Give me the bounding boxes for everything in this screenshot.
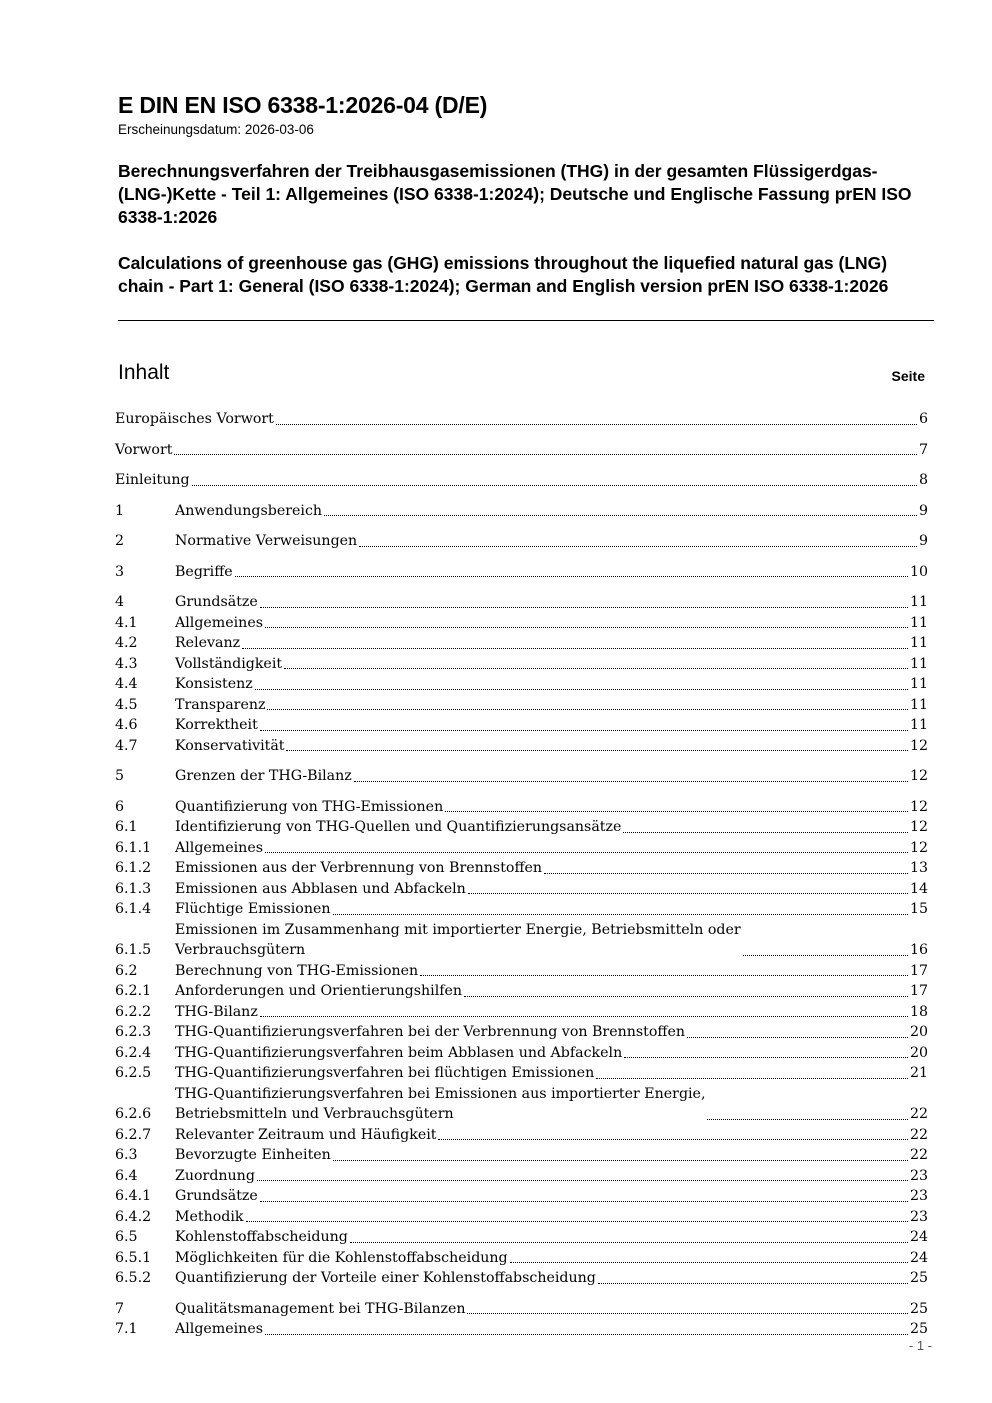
toc-entry-title: Kohlenstoffabscheidung — [175, 1229, 348, 1245]
toc-dot-leader — [510, 1262, 908, 1263]
toc-entry-page: 20 — [909, 1024, 928, 1040]
table-of-contents — [115, 409, 928, 1340]
toc-entry[interactable] — [115, 715, 928, 736]
toc-entry[interactable] — [115, 470, 928, 491]
toc-entry-page: 11 — [909, 696, 928, 713]
toc-entry-number: 7.1 — [115, 1321, 138, 1337]
toc-dot-leader — [624, 1057, 908, 1058]
toc-entry-page: 20 — [909, 1044, 928, 1061]
publication-date: Erscheinungsdatum: 2026-03-06 — [118, 122, 314, 137]
toc-entry[interactable] — [115, 592, 928, 613]
toc-entry-page: 22 — [909, 1106, 928, 1122]
toc-entry-number: 6.1.4 — [115, 901, 152, 917]
toc-entry-title: Quantifizierung von THG-Emissionen — [175, 798, 444, 815]
toc-dot-leader — [350, 1242, 908, 1243]
toc-entry-page: 9 — [918, 502, 928, 519]
toc-dot-leader — [260, 1201, 908, 1202]
toc-entry-title: Allgemeines — [175, 1321, 263, 1337]
toc-dot-leader — [324, 515, 917, 516]
toc-entry-number: 4.1 — [115, 614, 138, 631]
toc-entry-title: Relevanter Zeitraum und Häufigkeit — [175, 1126, 437, 1143]
title-german: Berechnungsverfahren der Treibhausgasemissionen (THG) in der gesamten Flüssigerdgas-(LNG-)Kette - Teil 1: Allgemeines (ISO 6338-1:2024); Deutsche und Englische Fassung prEN ISO 6338-1:2026 — [118, 161, 912, 227]
toc-entry[interactable] — [115, 1043, 928, 1064]
toc-entry[interactable] — [115, 1319, 928, 1340]
toc-entry[interactable] — [115, 1248, 928, 1269]
toc-entry-title: Methodik — [175, 1208, 244, 1225]
toc-entry-title: Einleitung — [115, 472, 190, 488]
toc-dot-leader — [464, 996, 908, 997]
toc-entry-page: 22 — [909, 1126, 928, 1143]
toc-entry[interactable] — [115, 766, 928, 787]
toc-entry-page: 11 — [909, 614, 928, 631]
toc-entry-title: Identifizierung von THG-Quellen und Quantifizierungsansätze — [175, 819, 622, 835]
toc-entry-title: Transparenz — [175, 696, 266, 713]
toc-heading: Inhalt — [118, 361, 170, 384]
toc-dot-leader — [623, 832, 908, 833]
toc-dot-leader — [265, 852, 908, 853]
toc-dot-leader — [242, 648, 908, 649]
toc-dot-leader — [438, 1139, 907, 1140]
toc-dot-leader — [707, 1119, 907, 1120]
toc-entry[interactable] — [115, 654, 928, 675]
toc-entry-number: 6.2.7 — [115, 1126, 152, 1143]
toc-entry-title: Vorwort — [115, 441, 173, 458]
toc-dot-leader — [174, 454, 917, 455]
toc-entry-number: 4.2 — [115, 635, 138, 651]
page-number: - 1 - — [908, 1338, 932, 1353]
toc-entry-number: 6.3 — [115, 1147, 138, 1163]
toc-entry[interactable] — [115, 920, 928, 961]
toc-entry-title: Bevorzugte Einheiten — [175, 1147, 331, 1163]
toc-entry-number: 4.7 — [115, 737, 138, 754]
toc-entry-number: 6 — [115, 798, 125, 815]
toc-dot-leader — [743, 955, 908, 956]
toc-entry-page: 6 — [918, 411, 928, 427]
toc-entry-number: 7 — [115, 1300, 125, 1317]
title-english: Calculations of greenhouse gas (GHG) emissions throughout the liquefied natural gas (LNG) chain - Part 1: General (ISO 6338-1:2024); German and English version prEN ISO 6338-1:2026 — [118, 253, 889, 296]
document-id: E DIN EN ISO 6338-1:2026-04 (D/E) — [118, 92, 488, 118]
toc-entry-number: 4.5 — [115, 696, 138, 713]
toc-entry-page: 23 — [909, 1208, 928, 1225]
toc-entry[interactable] — [115, 1186, 928, 1207]
toc-entry-title: Zuordnung — [175, 1167, 255, 1184]
toc-entry-page: 23 — [909, 1167, 928, 1184]
toc-entry[interactable] — [115, 695, 928, 716]
toc-entry-title: Konsistenz — [175, 676, 253, 692]
toc-entry-title: Emissionen aus der Verbrennung von Brennstoffen — [175, 860, 543, 876]
toc-entry[interactable] — [115, 633, 928, 654]
toc-entry-number: 6.1 — [115, 819, 138, 835]
toc-entry-page: 16 — [909, 942, 928, 958]
toc-entry-number: 6.2.2 — [115, 1003, 152, 1020]
toc-entry-number: 6.1.1 — [115, 839, 152, 856]
toc-entry-number: 4.3 — [115, 655, 138, 672]
toc-entry[interactable] — [115, 1299, 928, 1320]
toc-entry-page: 24 — [909, 1249, 928, 1266]
toc-entry-page: 25 — [909, 1300, 928, 1317]
toc-entry[interactable] — [115, 1145, 928, 1166]
toc-entry-title: THG-Quantifizierungsverfahren beim Abblasen und Abfackeln — [175, 1044, 623, 1061]
toc-dot-leader — [333, 914, 908, 915]
toc-entry-page: 25 — [909, 1321, 928, 1337]
toc-entry[interactable] — [115, 501, 928, 522]
toc-entry-number: 6.2 — [115, 962, 138, 979]
toc-dot-leader — [257, 1180, 908, 1181]
toc-entry[interactable] — [115, 674, 928, 695]
toc-entry-page: 25 — [909, 1270, 928, 1286]
toc-entry[interactable] — [115, 440, 928, 461]
toc-entry-number: 6.2.6 — [115, 1106, 152, 1122]
toc-entry-number: 6.1.2 — [115, 860, 152, 876]
page-column-label: Seite — [891, 368, 925, 384]
toc-entry-page: 18 — [909, 1003, 928, 1020]
toc-entry-page: 12 — [909, 768, 928, 784]
toc-entry[interactable] — [115, 838, 928, 859]
toc-entry-number: 5 — [115, 768, 125, 784]
toc-entry[interactable] — [115, 879, 928, 900]
toc-entry-title: Grundsätze — [175, 1188, 258, 1204]
toc-entry-page: 21 — [909, 1065, 928, 1081]
toc-entry-number: 6.4.1 — [115, 1188, 152, 1204]
toc-entry-title: Normative Verweisungen — [175, 533, 358, 549]
toc-entry-title: Vollständigkeit — [175, 655, 283, 672]
toc-entry-page: 12 — [909, 839, 928, 856]
toc-entry-page: 23 — [909, 1188, 928, 1204]
toc-entry-title: Emissionen aus Abblasen und Abfackeln — [175, 880, 466, 897]
toc-entry-number: 6.1.5 — [115, 942, 152, 958]
header-divider — [118, 320, 934, 321]
toc-entry[interactable] — [115, 858, 928, 879]
toc-entry-page: 15 — [909, 901, 928, 917]
toc-entry-number: 2 — [115, 533, 125, 549]
toc-entry-title: Anforderungen und Orientierungshilfen — [175, 983, 463, 999]
toc-entry-title: Berechnung von THG-Emissionen — [175, 962, 419, 979]
toc-entry-title: Anwendungsbereich — [175, 502, 323, 519]
toc-dot-leader — [260, 607, 908, 608]
toc-dot-leader — [260, 1016, 908, 1017]
toc-entry-number: 6.2.3 — [115, 1024, 152, 1040]
toc-entry-number: 4.6 — [115, 717, 138, 733]
toc-entry-page: 12 — [909, 737, 928, 754]
toc-entry[interactable] — [115, 562, 928, 583]
toc-entry-title: Allgemeines — [175, 614, 263, 631]
toc-dot-leader — [284, 668, 908, 669]
toc-dot-leader — [596, 1078, 908, 1079]
toc-dot-leader — [359, 546, 917, 547]
toc-entry-page: 12 — [909, 798, 928, 815]
toc-entry-title: Quantifizierung der Vorteile einer Kohlenstoffabscheidung — [175, 1270, 596, 1286]
toc-entry[interactable] — [115, 1063, 928, 1084]
toc-entry[interactable] — [115, 961, 928, 982]
toc-entry-number: 6.2.4 — [115, 1044, 152, 1061]
toc-dot-leader — [354, 781, 908, 782]
toc-entry-number: 6.2.1 — [115, 983, 152, 999]
toc-entry-number: 6.2.5 — [115, 1065, 152, 1081]
toc-entry[interactable] — [115, 1207, 928, 1228]
toc-entry-title: Möglichkeiten für die Kohlenstoffabscheidung — [175, 1249, 508, 1266]
toc-entry-title: THG-Bilanz — [175, 1003, 258, 1020]
toc-entry-page: 11 — [909, 594, 928, 610]
toc-dot-leader — [286, 750, 907, 751]
toc-entry-title: Korrektheit — [175, 717, 258, 733]
toc-dot-leader — [246, 1221, 908, 1222]
toc-entry-title: Begriffe — [175, 563, 233, 580]
toc-entry-title: Grundsätze — [175, 594, 258, 610]
toc-entry[interactable] — [115, 817, 928, 838]
toc-entry-title: THG-Quantifizierungsverfahren bei der Verbrennung von Brennstoffen — [175, 1024, 686, 1040]
toc-entry-number: 4.4 — [115, 676, 138, 692]
toc-dot-leader — [468, 893, 908, 894]
toc-dot-leader — [192, 485, 917, 486]
toc-dot-leader — [598, 1283, 908, 1284]
toc-entry-page: 17 — [909, 983, 928, 999]
toc-entry-number: 3 — [115, 563, 125, 580]
toc-entry[interactable] — [115, 1125, 928, 1146]
toc-dot-leader — [276, 424, 917, 425]
toc-entry-title: Qualitätsmanagement bei THG-Bilanzen — [175, 1300, 466, 1317]
toc-dot-leader — [265, 1334, 908, 1335]
toc-entry-number: 6.5.1 — [115, 1249, 152, 1266]
toc-entry-page: 14 — [909, 880, 928, 897]
toc-entry-title: Emissionen im Zusammenhang mit importierter Energie, Betriebsmitteln oder Verbrauchsgütern — [175, 921, 741, 958]
toc-dot-leader — [467, 1313, 907, 1314]
toc-entry[interactable] — [115, 797, 928, 818]
toc-entry-number: 6.5.2 — [115, 1270, 152, 1286]
toc-entry-title: THG-Quantifizierungsverfahren bei Emissionen aus importierter Energie, Betriebsmitteln und Verbrauchsgütern — [175, 1085, 706, 1122]
toc-entry[interactable] — [115, 409, 928, 430]
toc-dot-leader — [235, 576, 908, 577]
toc-dot-leader — [260, 730, 908, 731]
toc-entry-number: 4 — [115, 594, 125, 610]
toc-entry-title: Konservativität — [175, 737, 285, 754]
toc-entry-page: 11 — [909, 655, 928, 672]
toc-entry-title: Flüchtige Emissionen — [175, 901, 331, 917]
toc-entry-page: 10 — [909, 563, 928, 580]
toc-entry-number: 1 — [115, 502, 125, 519]
toc-entry[interactable] — [115, 1002, 928, 1023]
toc-entry-page: 22 — [909, 1147, 928, 1163]
toc-entry[interactable] — [115, 1227, 928, 1248]
toc-entry-page: 9 — [918, 533, 928, 549]
toc-dot-leader — [267, 709, 907, 710]
toc-dot-leader — [333, 1160, 908, 1161]
toc-entry-number: 6.4.2 — [115, 1208, 152, 1225]
toc-entry[interactable] — [115, 899, 928, 920]
toc-entry-page: 8 — [918, 472, 928, 488]
toc-entry-title: Europäisches Vorwort — [115, 411, 274, 427]
toc-entry-page: 11 — [909, 676, 928, 692]
toc-entry-title: THG-Quantifizierungsverfahren bei flüchtigen Emissionen — [175, 1065, 595, 1081]
toc-entry[interactable] — [115, 736, 928, 757]
toc-entry[interactable] — [115, 1022, 928, 1043]
toc-entry[interactable] — [115, 1268, 928, 1289]
toc-entry-page: 12 — [909, 819, 928, 835]
toc-entry-page: 13 — [909, 860, 928, 876]
toc-entry[interactable] — [115, 531, 928, 552]
toc-dot-leader — [420, 975, 908, 976]
toc-entry[interactable] — [115, 1166, 928, 1187]
toc-entry-page: 11 — [909, 717, 928, 733]
toc-entry-page: 11 — [909, 635, 928, 651]
toc-entry[interactable] — [115, 613, 928, 634]
toc-entry-number: 6.4 — [115, 1167, 138, 1184]
toc-dot-leader — [265, 627, 908, 628]
toc-dot-leader — [544, 873, 908, 874]
toc-entry-title: Grenzen der THG-Bilanz — [175, 768, 352, 784]
toc-entry-number: 6.1.3 — [115, 880, 152, 897]
toc-dot-leader — [687, 1037, 908, 1038]
toc-entry-page: 17 — [909, 962, 928, 979]
toc-dot-leader — [445, 811, 908, 812]
toc-entry[interactable] — [115, 1084, 928, 1125]
toc-entry-title: Relevanz — [175, 635, 241, 651]
toc-dot-leader — [255, 689, 908, 690]
toc-entry-page: 7 — [918, 441, 928, 458]
toc-entry-title: Allgemeines — [175, 839, 263, 856]
toc-entry[interactable] — [115, 981, 928, 1002]
toc-entry-page: 24 — [909, 1229, 928, 1245]
toc-entry-number: 6.5 — [115, 1229, 138, 1245]
